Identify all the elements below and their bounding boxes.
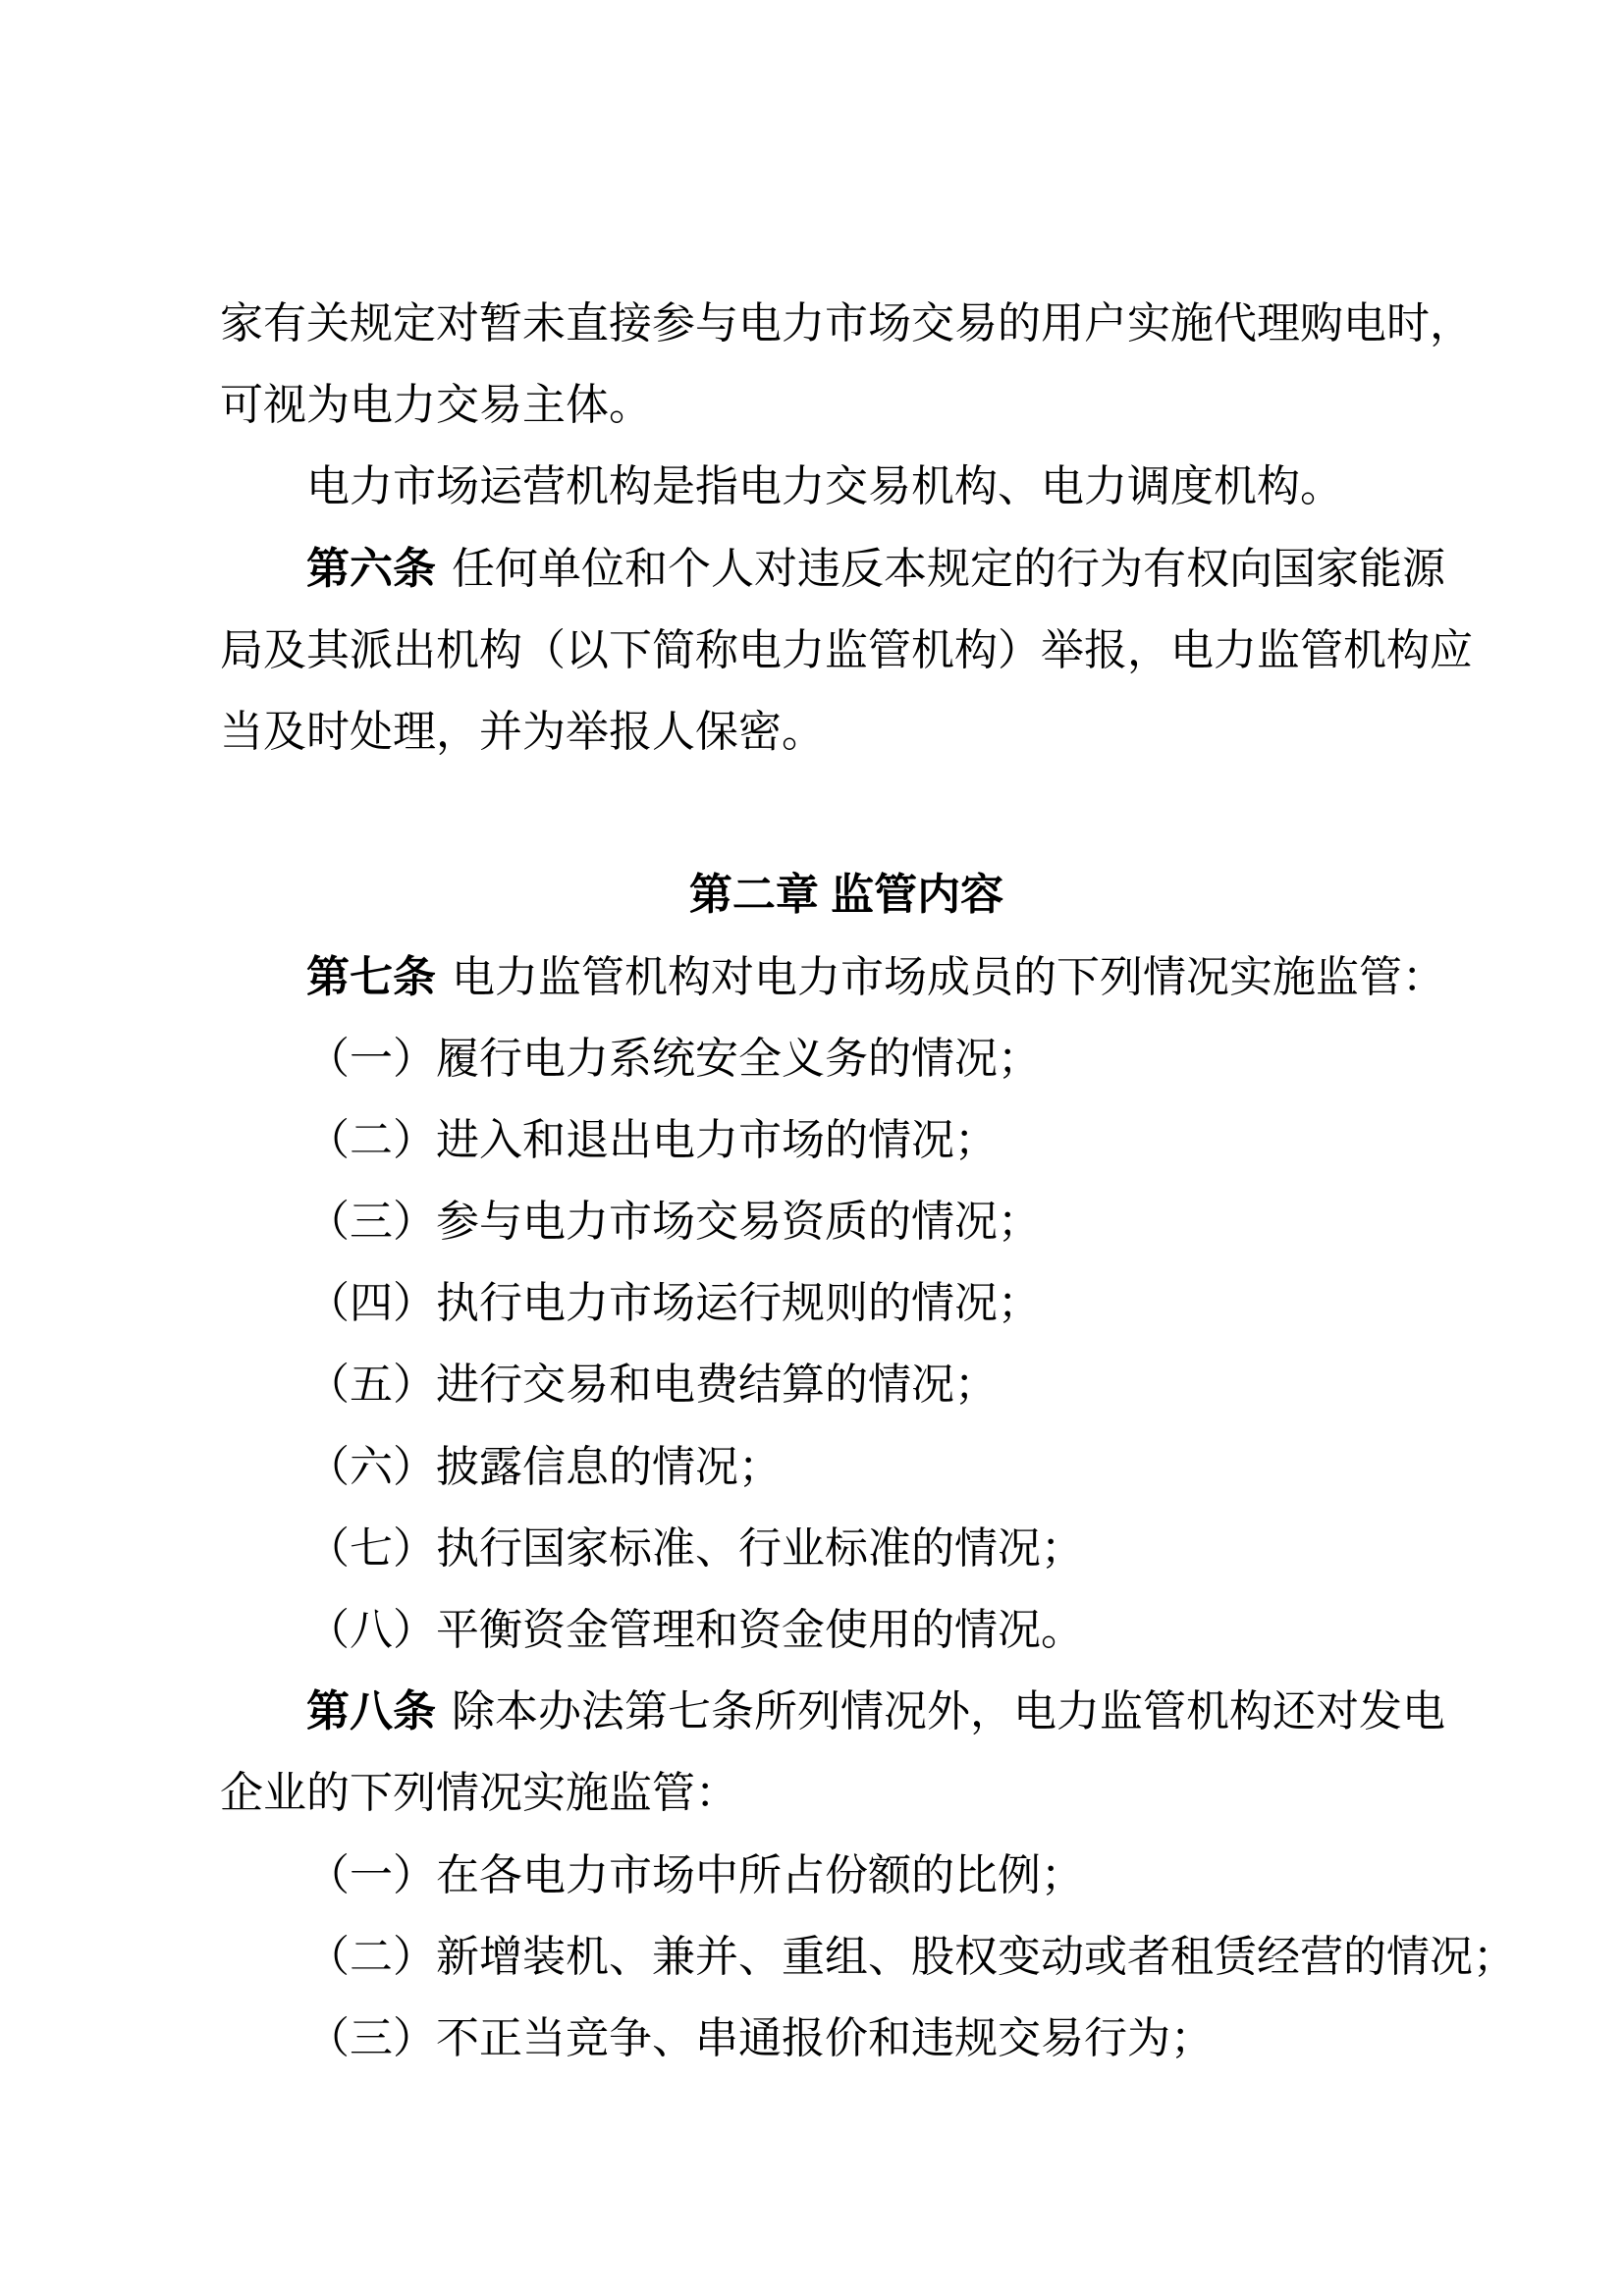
line-text: 第二章 监管内容 (688, 871, 1004, 920)
text-line (220, 691, 1473, 773)
article-number: 第八条 (306, 1687, 436, 1736)
text-line (220, 364, 1473, 446)
line-text: 除本办法第七条所列情况外，电力监管机构还对发电 (452, 1687, 1445, 1736)
chapter-heading (220, 854, 1473, 935)
text-line (220, 446, 1473, 527)
line-text: （八）平衡资金管理和资金使用的情况。 (306, 1606, 1084, 1654)
article-line (220, 528, 1473, 610)
text-line (220, 1752, 1473, 1834)
blank-line (220, 773, 1473, 854)
text-line (220, 610, 1473, 691)
article-line (220, 936, 1473, 1018)
line-text: 当及时处理，并为举报人保密。 (220, 707, 825, 756)
line-text: 家有关规定对暂未直接参与电力市场交易的用户实施代理购电时， (220, 299, 1473, 347)
line-text: （四）执行电力市场运行规则的情况； (306, 1279, 1041, 1328)
text-line (220, 1344, 1473, 1425)
document-body (220, 283, 1516, 2079)
line-text: （三）不正当竞争、串通报价和违规交易行为； (306, 2013, 1214, 2062)
text-line (220, 1916, 1516, 1998)
line-text: （一）履行电力系统安全义务的情况； (306, 1034, 1041, 1083)
line-text: 电力市场运营机构是指电力交易机构、电力调度机构。 (306, 462, 1343, 511)
line-text: 可视为电力交易主体。 (220, 381, 652, 430)
text-line (220, 1508, 1473, 1589)
article-number: 第七条 (306, 952, 436, 1001)
line-text: 任何单位和个人对违反本规定的行为有权向国家能源 (452, 544, 1445, 593)
line-text: （二）进入和退出电力市场的情况； (306, 1115, 998, 1164)
line-text: 局及其派出机构（以下简称电力监管机构）举报，电力监管机构应 (220, 625, 1473, 674)
line-text: （六）披露信息的情况； (306, 1442, 782, 1491)
line-text: （一）在各电力市场中所占份额的比例； (306, 1850, 1084, 1899)
text-line (220, 1998, 1473, 2079)
line-text: 电力监管机构对电力市场成员的下列情况实施监管： (452, 952, 1445, 1001)
article-number: 第六条 (306, 544, 436, 593)
text-line (220, 1018, 1473, 1099)
text-line (220, 1262, 1473, 1344)
text-line (220, 1181, 1473, 1262)
text-line (220, 1426, 1473, 1508)
text-line (220, 1835, 1473, 1916)
article-line (220, 1671, 1473, 1752)
line-text: 企业的下列情况实施监管： (220, 1769, 738, 1818)
text-line (220, 1589, 1473, 1671)
text-line (220, 283, 1473, 364)
line-text: （五）进行交易和电费结算的情况； (306, 1361, 998, 1410)
line-text: （三）参与电力市场交易资质的情况； (306, 1198, 1041, 1247)
line-text: （二）新增装机、兼并、重组、股权变动或者租赁经营的情况； (306, 1932, 1516, 1981)
text-line (220, 1099, 1473, 1181)
line-text: （七）执行国家标准、行业标准的情况； (306, 1523, 1084, 1573)
